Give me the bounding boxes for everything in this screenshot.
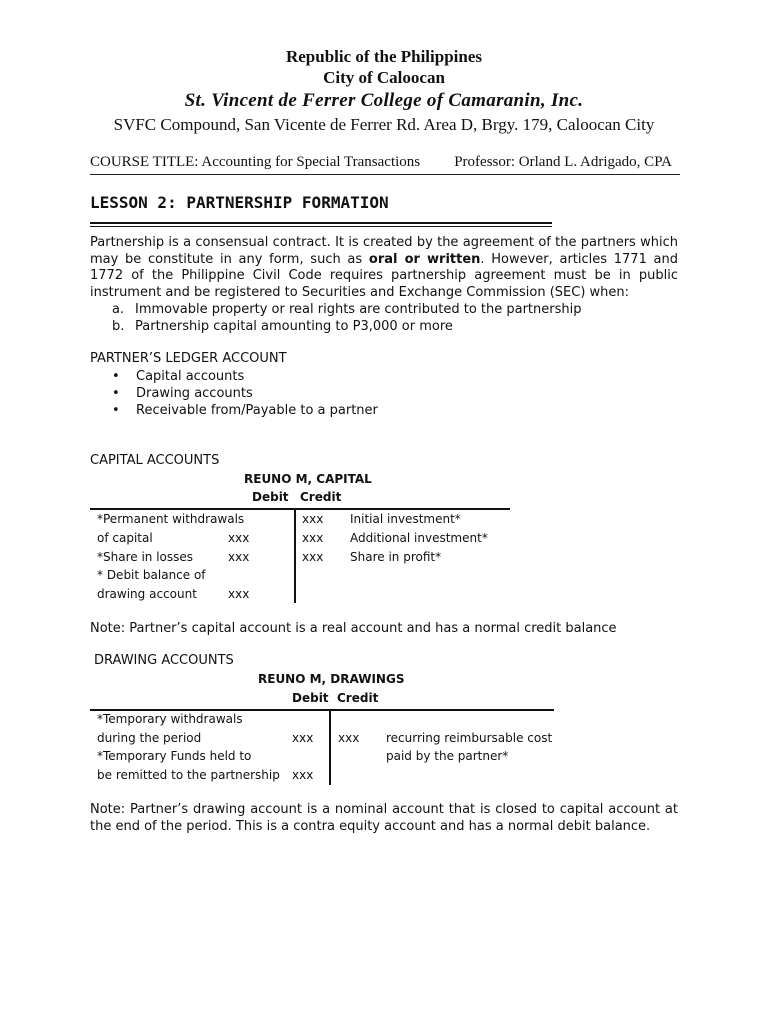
- drawing-note: Note: Partner’s drawing account is a nominal account that is closed to capital account at the end of the period. This is a contra equity account and has a normal debit balance.: [90, 802, 678, 834]
- bullet-text: Capital accounts: [136, 369, 245, 384]
- list-item-b: Partnership capital amounting to P3,000 or more: [135, 319, 453, 334]
- capital-account-name: REUNO M, CAPITAL: [244, 472, 372, 486]
- capital-credit-label: Credit: [300, 490, 342, 504]
- drawing-debit-item: be remitted to the partnership: [97, 768, 280, 782]
- intro-paragraph: [90, 235, 678, 301]
- list-marker-b: b.: [112, 319, 125, 334]
- capital-credit-amount: xxx: [302, 550, 324, 564]
- drawing-debit-item: during the period: [97, 731, 202, 745]
- course-line: [90, 154, 680, 175]
- capital-debit-item: drawing account: [97, 587, 197, 601]
- capital-credit-amount: xxx: [302, 531, 324, 545]
- drawing-debit-label: Debit: [292, 691, 329, 705]
- bullet-text: Receivable from/Payable to a partner: [136, 403, 378, 418]
- college-name: St. Vincent de Ferrer College of Camaranin, Inc.: [184, 90, 584, 111]
- capital-debit-amount: xxx: [228, 550, 250, 564]
- drawing-t-top-line: [90, 709, 554, 711]
- drawing-account-name: REUNO M, DRAWINGS: [258, 672, 405, 686]
- capital-debit-amount: xxx: [228, 587, 250, 601]
- lesson-title: LESSON 2: PARTNERSHIP FORMATION: [90, 193, 389, 212]
- capital-note: Note: Partner’s capital account is a real account and has a normal credit balance: [90, 621, 617, 636]
- drawing-credit-item: paid by the partner*: [386, 749, 509, 763]
- capital-debit-item: of capital: [97, 531, 153, 545]
- professor-name: Professor: Orland L. Adrigado, CPA: [454, 154, 672, 170]
- capital-credit-amount: xxx: [302, 512, 324, 526]
- drawing-debit-item: *Temporary Funds held to: [97, 749, 252, 763]
- capital-debit-item: *Permanent withdrawals: [97, 512, 245, 526]
- intro-text-2: . However, articles 1771 and 1772 of the Philippine Civil Code requires partnership agreement must be in public instrument and be registered to Securities and Exchange Commission (SEC) when:: [90, 251, 679, 300]
- college-address: SVFC Compound, San Vicente de Ferrer Rd. Area D, Brgy. 179, Caloocan City: [113, 115, 655, 134]
- capital-t-top-line: [90, 508, 510, 510]
- drawing-debit-amount: xxx: [292, 768, 314, 782]
- bullet-dot: •: [112, 386, 120, 401]
- capital-credit-item: Additional investment*: [350, 531, 488, 545]
- drawing-credit-label: Credit: [337, 691, 379, 705]
- capital-debit-label: Debit: [252, 490, 289, 504]
- ledger-heading: PARTNER’S LEDGER ACCOUNT: [90, 351, 287, 366]
- title-rule-thick: [90, 222, 552, 224]
- capital-debit-item: *Share in losses: [97, 550, 194, 564]
- capital-credit-item: Share in profit*: [350, 550, 442, 564]
- header-republic: Republic of the Philippines: [285, 47, 482, 66]
- drawing-debit-item: *Temporary withdrawals: [97, 712, 243, 726]
- capital-debit-item: * Debit balance of: [97, 568, 206, 582]
- header-city: City of Caloocan: [323, 68, 445, 87]
- capital-credit-item: Initial investment*: [350, 512, 461, 526]
- list-item-a: Immovable property or real rights are contributed to the partnership: [135, 302, 582, 317]
- bullet-text: Drawing accounts: [136, 386, 253, 401]
- capital-debit-amount: xxx: [228, 531, 250, 545]
- drawing-credit-item: recurring reimbursable cost: [386, 731, 553, 745]
- intro-bold-text: oral or written: [368, 251, 481, 267]
- capital-t-center-line: [294, 508, 296, 603]
- intro-text-1: Partnership is a consensual contract. It is created by the agreement of the partners which may be constitute in any form, such as: [90, 235, 678, 267]
- drawing-heading: DRAWING ACCOUNTS: [94, 653, 234, 668]
- drawing-credit-amount: xxx: [338, 731, 360, 745]
- list-marker-a: a.: [112, 302, 125, 317]
- drawing-debit-amount: xxx: [292, 731, 314, 745]
- capital-heading: CAPITAL ACCOUNTS: [90, 453, 220, 468]
- bullet-dot: •: [112, 403, 120, 418]
- title-rule-thin: [90, 226, 552, 227]
- drawing-t-center-line: [329, 709, 331, 785]
- course-title: COURSE TITLE: Accounting for Special Transactions: [90, 154, 421, 170]
- bullet-dot: •: [112, 369, 120, 384]
